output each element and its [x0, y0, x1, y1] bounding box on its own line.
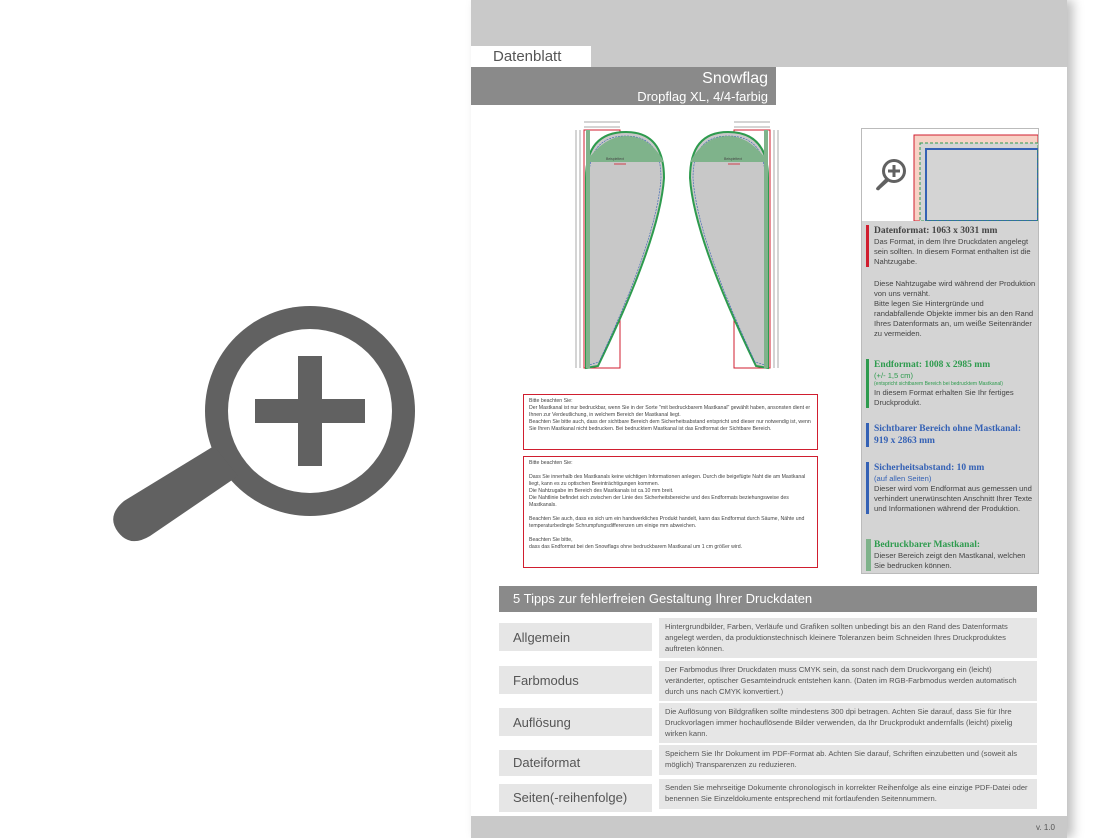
tip-text: Speichern Sie Ihr Dokument im PDF-Format ab. Achten Sie darauf, Schriften einzubetten und (soweit als möglich) Transparenzen zu reduzieren. [659, 745, 1037, 775]
tip-row [499, 661, 1037, 697]
endformat-tolerance: (+/- 1,5 cm) [874, 371, 914, 380]
flag-left [576, 122, 664, 368]
mastkanal-text: Dieser Bereich zeigt den Mastkanal, welchen Sie bedrucken können. [874, 551, 1026, 570]
tip-row [499, 779, 1037, 809]
tip-text: Der Farbmodus Ihrer Druckdaten muss CMYK sein, da sonst nach dem Druckvorgang ein (leicht) veränderter, optischer Gesamteindruck entstehen kann. (Daten im RGB-Farbmodus werden automatisch durch uns nach CMYK konvertiert.) [659, 661, 1037, 701]
title-band [471, 67, 776, 105]
tip-row [499, 618, 1037, 654]
tip-label: Allgemein [499, 623, 652, 651]
left-flag-label: Beispieltext [606, 157, 624, 161]
tip-label: Auflösung [499, 708, 652, 736]
endformat-note: (entspricht sichtbarem Bereich bei bedrucktem Mastkanal) [874, 381, 1003, 387]
datasheet-tag: Datenblatt [471, 46, 591, 68]
sicherheit-subtitle: (auf allen Seiten) [874, 474, 932, 483]
legend-sicherheit [866, 462, 1036, 514]
tips-heading: 5 Tipps zur fehlerfreien Gestaltung Ihrer Druckdaten [499, 586, 1037, 612]
legend-sichtbar [866, 423, 1036, 447]
product-title: Snowflag [702, 70, 768, 87]
version-label: v. 1.0 [1036, 823, 1055, 832]
sichtbar-bar [866, 423, 869, 447]
note-naht [523, 456, 818, 568]
tip-label: Farbmodus [499, 666, 652, 694]
legend-nahtzugabe: Diese Nahtzugabe wird während der Produktion von uns vernäht. Bitte legen Sie Hintergründe und randabfallende Objekte immer bis an den Rand Ihres Datenformats an, um weiße Seitenränder zu vermeiden. [874, 279, 1036, 338]
mastkanal-title: Bedruckbarer Mastkanal: [874, 540, 980, 550]
datenformat-title: Datenformat: 1063 x 3031 mm [874, 226, 998, 236]
datenformat-bar [866, 225, 869, 267]
tip-text: Senden Sie mehrseitige Dokumente chronologisch in korrekter Reihenfolge als eine einzige PDF-Datei oder benennen Sie Einzeldokumente entsprechend mit fortlaufenden Seitennummern. [659, 779, 1037, 809]
endformat-text: In diesem Format erhalten Sie Ihr fertiges Druckprodukt. [874, 388, 1014, 407]
sicherheit-title: Sicherheitsabstand: 10 mm [874, 463, 985, 473]
footer-band [471, 816, 1067, 838]
tip-label: Dateiformat [499, 750, 652, 776]
sicherheit-bar [866, 462, 869, 514]
mastkanal-bar [866, 539, 871, 571]
tip-row [499, 703, 1037, 739]
product-variant: Dropflag XL, 4/4-farbig [637, 89, 768, 104]
datenformat-text: Das Format, in dem Ihre Druckdaten angelegt sein sollten. In diesem Format enthalten ist die Nahtzugabe. [874, 237, 1031, 266]
tip-label: Seiten(-reihenfolge) [499, 784, 652, 812]
format-thumbnail [862, 129, 1038, 221]
tip-row [499, 745, 1037, 775]
legend-endformat [866, 359, 1036, 408]
sichtbar-title: Sichtbarer Bereich ohne Mastkanal: 919 x 2863 mm [874, 424, 1021, 446]
flag-drawing [564, 118, 790, 374]
endformat-title: Endformat: 1008 x 2985 mm [874, 360, 991, 370]
endformat-bar [866, 359, 869, 408]
thumbnail-zoom-icon[interactable] [874, 157, 908, 191]
tip-text: Die Auflösung von Bildgrafiken sollte mindestens 300 dpi betragen. Achten Sie darauf, dass Sie für Ihre Druckvorlagen immer hochauflösende Bilder verwenden, da Ihr Druckprodukt andernfalls (leicht) pixelig wirken kann. [659, 703, 1037, 743]
note-mastkanal-text: Bitte beachten Sie: Der Mastkanal ist nur bedruckbar, wenn Sie in der Sorte "mit bedruckbarem Mastkanal" gewählt haben, ansonsten dient er Ihnen zur Verdeutlichung, in welchem Bereich der Mastkanal liegt. Beachten Sie bitte auch, dass der sichtbare Bereich dem Sicherheitsabstand entspricht und dieser nur notwendig ist, wenn Sie Ihren Mastkanal nicht bedrucken. Bei bedrucktem Mastkanal ist das Endformat der Sichtbare Bereich. [529, 398, 811, 432]
tip-text: Hintergrundbilder, Farben, Verläufe und Grafiken sollten unbedingt bis an den Rand des Datenformats angelegt werden, da produktionstechnisch kleinere Toleranzen beim Schneiden Ihres Druckproduktes auftreten können. [659, 618, 1037, 658]
datasheet-page [471, 0, 1067, 838]
format-legend [861, 128, 1039, 574]
note-naht-text: Bitte beachten Sie: Dass Sie innerhalb des Mastkanals keine wichtigen Informationen anlegen. Durch die beigefügte Naht die am Mastkanal liegt, kann es zu optischen Beeinträchtigungen kommen. Die Nahtzugabe im Bereich des Mastkanals ist ca.10 mm breit. Die Nahtlinie befindet sich zwischen der Linie des Sicherheitsbereiche und des Endformats beziehungsweise des Mastkanals. Beachten Sie auch, dass es sich um ein handwerkliches Produkt handelt, kann das Endformat durch Säume, Nähte und temperaturbedingte Schrumpfungsdifferenzen um einige mm abweichen. Beachten Sie bitte, dass das Endformat bei den Snowflags ohne bedruckbarem Mastkanal um 1 cm größer wird. [529, 460, 806, 550]
zoom-in-icon[interactable] [90, 286, 420, 546]
right-flag-label: Beispieltext [724, 157, 742, 161]
sicherheit-text: Dieser wird vom Endformat aus gemessen und verhindert unerwünschten Anschnitt Ihrer Texte und Informationen während der Produktion. [874, 484, 1033, 513]
legend-mastkanal [866, 539, 1036, 571]
note-mastkanal [523, 394, 818, 450]
legend-datenformat [866, 225, 1036, 267]
